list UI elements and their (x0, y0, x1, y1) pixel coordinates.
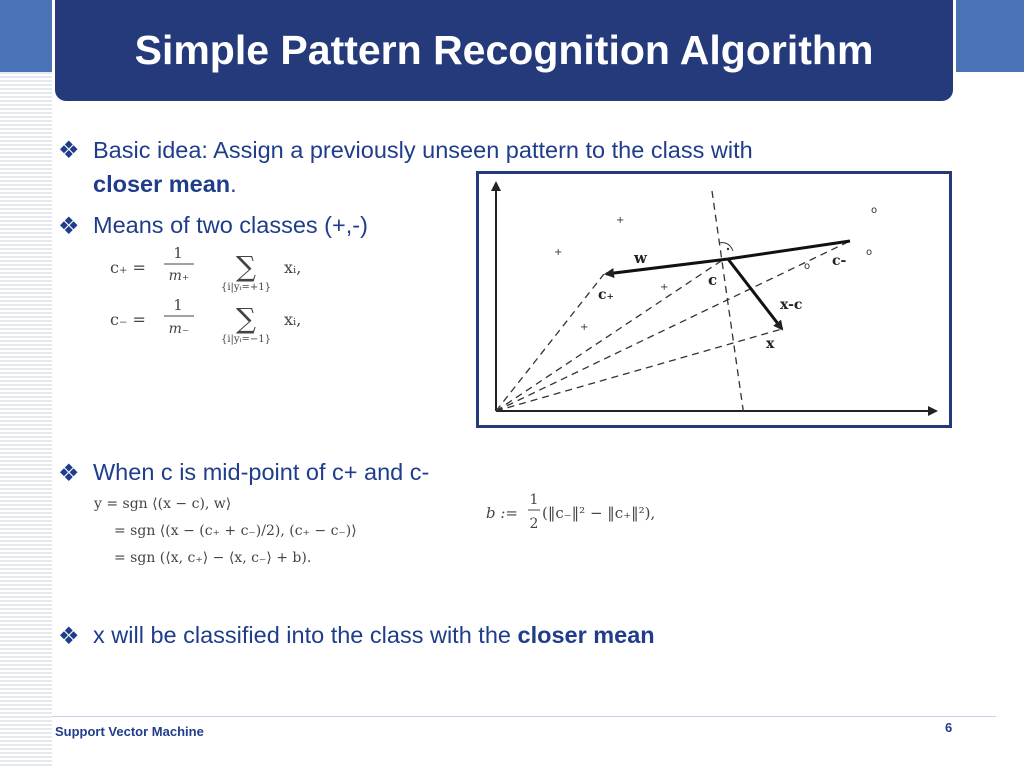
b-rhs: (‖c₋‖² − ‖c₊‖²), (542, 504, 656, 522)
b-frac-den: 2 (529, 516, 539, 532)
right-angle-dot (727, 248, 729, 250)
sum-sign: ∑ (236, 302, 256, 335)
bullet-basic-idea-text: Basic idea: Assign a previously unseen pattern to the class with (93, 137, 753, 163)
label-c: c (708, 271, 718, 289)
svg-text:o: o (871, 205, 878, 216)
c-plus-lhs: c₊ = (110, 258, 146, 277)
c-minus-frac-den: m₋ (168, 321, 190, 337)
c-minus-sum-sub: {i|yᵢ=−1} (220, 334, 272, 345)
c-plus-frac-den: m₊ (168, 268, 190, 284)
bullet-basic-idea-end: . (230, 171, 237, 197)
page-number: 6 (945, 720, 953, 735)
c-plus-term: xᵢ, (284, 258, 302, 277)
b-frac-num: 1 (529, 492, 539, 508)
diagram-frame (478, 173, 951, 427)
c-minus-frac-num: 1 (173, 296, 183, 314)
sum-sign: ∑ (236, 250, 256, 283)
label-c-plus: c₊ (598, 287, 614, 303)
bias-formula (484, 488, 714, 538)
bullet-diamond-icon: ❖ (58, 460, 80, 487)
label-w: w (634, 249, 647, 267)
label-c-minus: c- (832, 253, 847, 269)
c-minus-term: xᵢ, (284, 310, 302, 329)
svg-text:+: + (660, 282, 669, 293)
y-line-3: = sgn (⟨x, c₊⟩ − ⟨x, c₋⟩ + b). (114, 550, 312, 566)
mean-classifier-diagram (476, 171, 952, 428)
label-x: x (766, 336, 775, 352)
bullet-diamond-icon: ❖ (58, 213, 80, 240)
c-minus-lhs: c₋ = (110, 310, 146, 329)
c-plus-sum-sub: {i|yᵢ=+1} (220, 282, 272, 293)
bullet-mid-point: When c is mid-point of c+ and c- (93, 459, 430, 485)
bullet-classification-bold: closer mean (517, 622, 655, 648)
y-line-1: y = sgn ⟨(x − c), w⟩ (94, 496, 232, 512)
bullet-classification (93, 618, 655, 652)
label-x-minus-c: x-c (780, 297, 803, 313)
svg-text:o: o (804, 261, 811, 272)
bullet-classification-text: x will be classified into the class with the (93, 622, 518, 648)
svg-text:o: o (866, 247, 873, 258)
slide-title: Simple Pattern Recognition Algorithm (134, 27, 874, 73)
title-bar (52, 0, 956, 104)
svg-text:+: + (616, 215, 625, 226)
c-plus-frac-num: 1 (173, 244, 183, 262)
svg-text:+: + (554, 247, 563, 258)
b-lhs: b := (486, 504, 518, 522)
svg-text:+: + (580, 322, 589, 333)
bullet-means-of-classes: Means of two classes (+,-) (93, 212, 368, 238)
footer-divider (52, 716, 996, 717)
bullet-diamond-icon: ❖ (58, 137, 80, 164)
bullet-diamond-icon: ❖ (58, 623, 80, 650)
y-line-2: = sgn ⟨(x − (c₊ + c₋)/2), (c₊ − c₋)⟩ (114, 523, 357, 539)
class-means-formula (108, 240, 348, 350)
decision-function-formula (92, 490, 452, 570)
footer-title: Support Vector Machine (55, 724, 204, 739)
left-stripe-decoration (0, 0, 52, 768)
bullet-basic-idea-bold: closer mean (93, 171, 231, 197)
